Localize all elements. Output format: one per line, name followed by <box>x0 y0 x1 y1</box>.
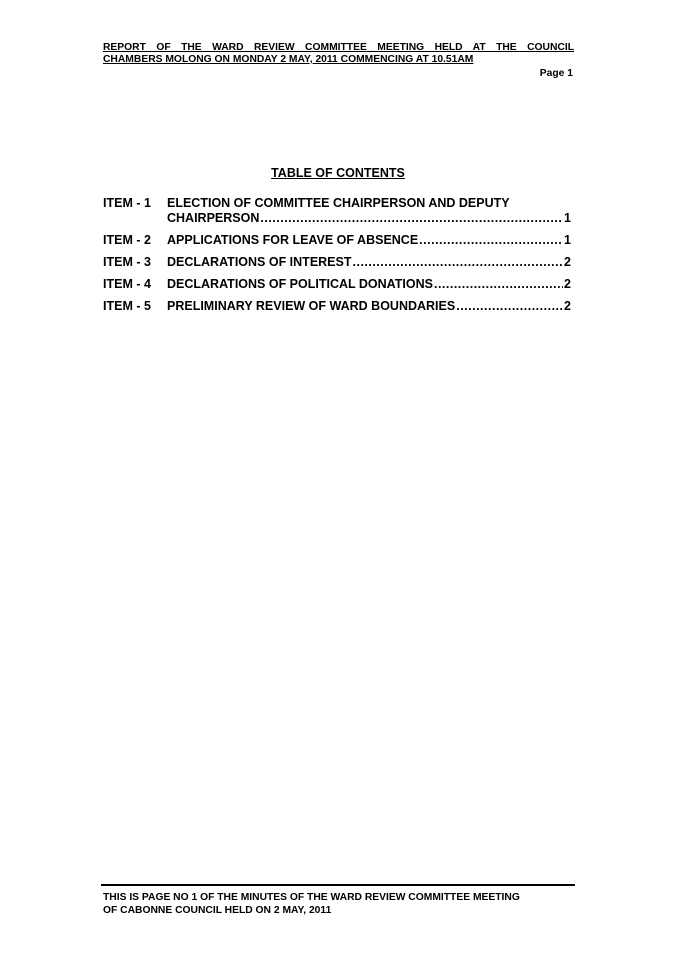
toc-item-page: 2 <box>564 299 571 313</box>
toc-item-leader <box>167 277 571 292</box>
toc-item-body <box>167 196 571 226</box>
toc-item-number: ITEM - 4 <box>103 277 151 291</box>
toc-item-body <box>167 255 571 270</box>
toc-entry-item-1[interactable] <box>103 196 571 226</box>
page-number-label: Page 1 <box>539 68 573 79</box>
toc-item-number: ITEM - 1 <box>103 196 151 210</box>
toc-item-leader <box>167 233 571 248</box>
toc-item-number: ITEM - 5 <box>103 299 151 313</box>
footer-line-2: OF CABONNE COUNCIL HELD ON 2 MAY, 2011 <box>103 905 332 916</box>
dot-leader <box>419 233 563 248</box>
header-title-line-1: REPORT OF THE WARD REVIEW COMMITTEE MEETING HELD AT THE COUNCIL <box>103 42 574 53</box>
footer-line-1: THIS IS PAGE NO 1 OF THE MINUTES OF THE WARD REVIEW COMMITTEE MEETING <box>103 892 520 903</box>
page-header <box>103 42 574 66</box>
toc-item-title-line-2: CHAIRPERSON <box>167 211 260 225</box>
toc-item-leader <box>167 299 571 314</box>
toc-item-body <box>167 277 571 292</box>
dot-leader <box>353 255 564 270</box>
toc-entry-item-4[interactable] <box>103 277 571 292</box>
toc-entry-item-5[interactable] <box>103 299 571 314</box>
table-of-contents <box>103 196 571 321</box>
header-title-line-2: CHAMBERS MOLONG ON MONDAY 2 MAY, 2011 COMMENCING AT 10.51AM <box>103 54 474 65</box>
toc-item-page: 1 <box>564 233 571 247</box>
toc-item-title: DECLARATIONS OF INTEREST <box>167 255 352 269</box>
toc-item-body <box>167 299 571 314</box>
dot-leader <box>260 211 563 226</box>
toc-item-page: 1 <box>564 211 571 225</box>
page-footer <box>103 891 577 917</box>
dot-leader <box>456 299 563 314</box>
toc-item-title: DECLARATIONS OF POLITICAL DONATIONS <box>167 277 433 291</box>
footer-divider <box>101 884 575 886</box>
toc-item-page: 2 <box>564 277 571 291</box>
toc-item-title: PRELIMINARY REVIEW OF WARD BOUNDARIES <box>167 299 456 313</box>
toc-item-number: ITEM - 2 <box>103 233 151 247</box>
toc-heading: TABLE OF CONTENTS <box>271 166 405 180</box>
toc-entry-item-2[interactable] <box>103 233 571 248</box>
toc-item-body <box>167 233 571 248</box>
toc-item-number: ITEM - 3 <box>103 255 151 269</box>
toc-item-leader <box>167 211 571 226</box>
toc-item-title: APPLICATIONS FOR LEAVE OF ABSENCE <box>167 233 419 247</box>
toc-item-leader <box>167 255 571 270</box>
toc-item-page: 2 <box>564 255 571 269</box>
toc-entry-item-3[interactable] <box>103 255 571 270</box>
toc-item-title-line-1: ELECTION OF COMMITTEE CHAIRPERSON AND DEPUTY <box>167 196 510 210</box>
dot-leader <box>434 277 563 292</box>
